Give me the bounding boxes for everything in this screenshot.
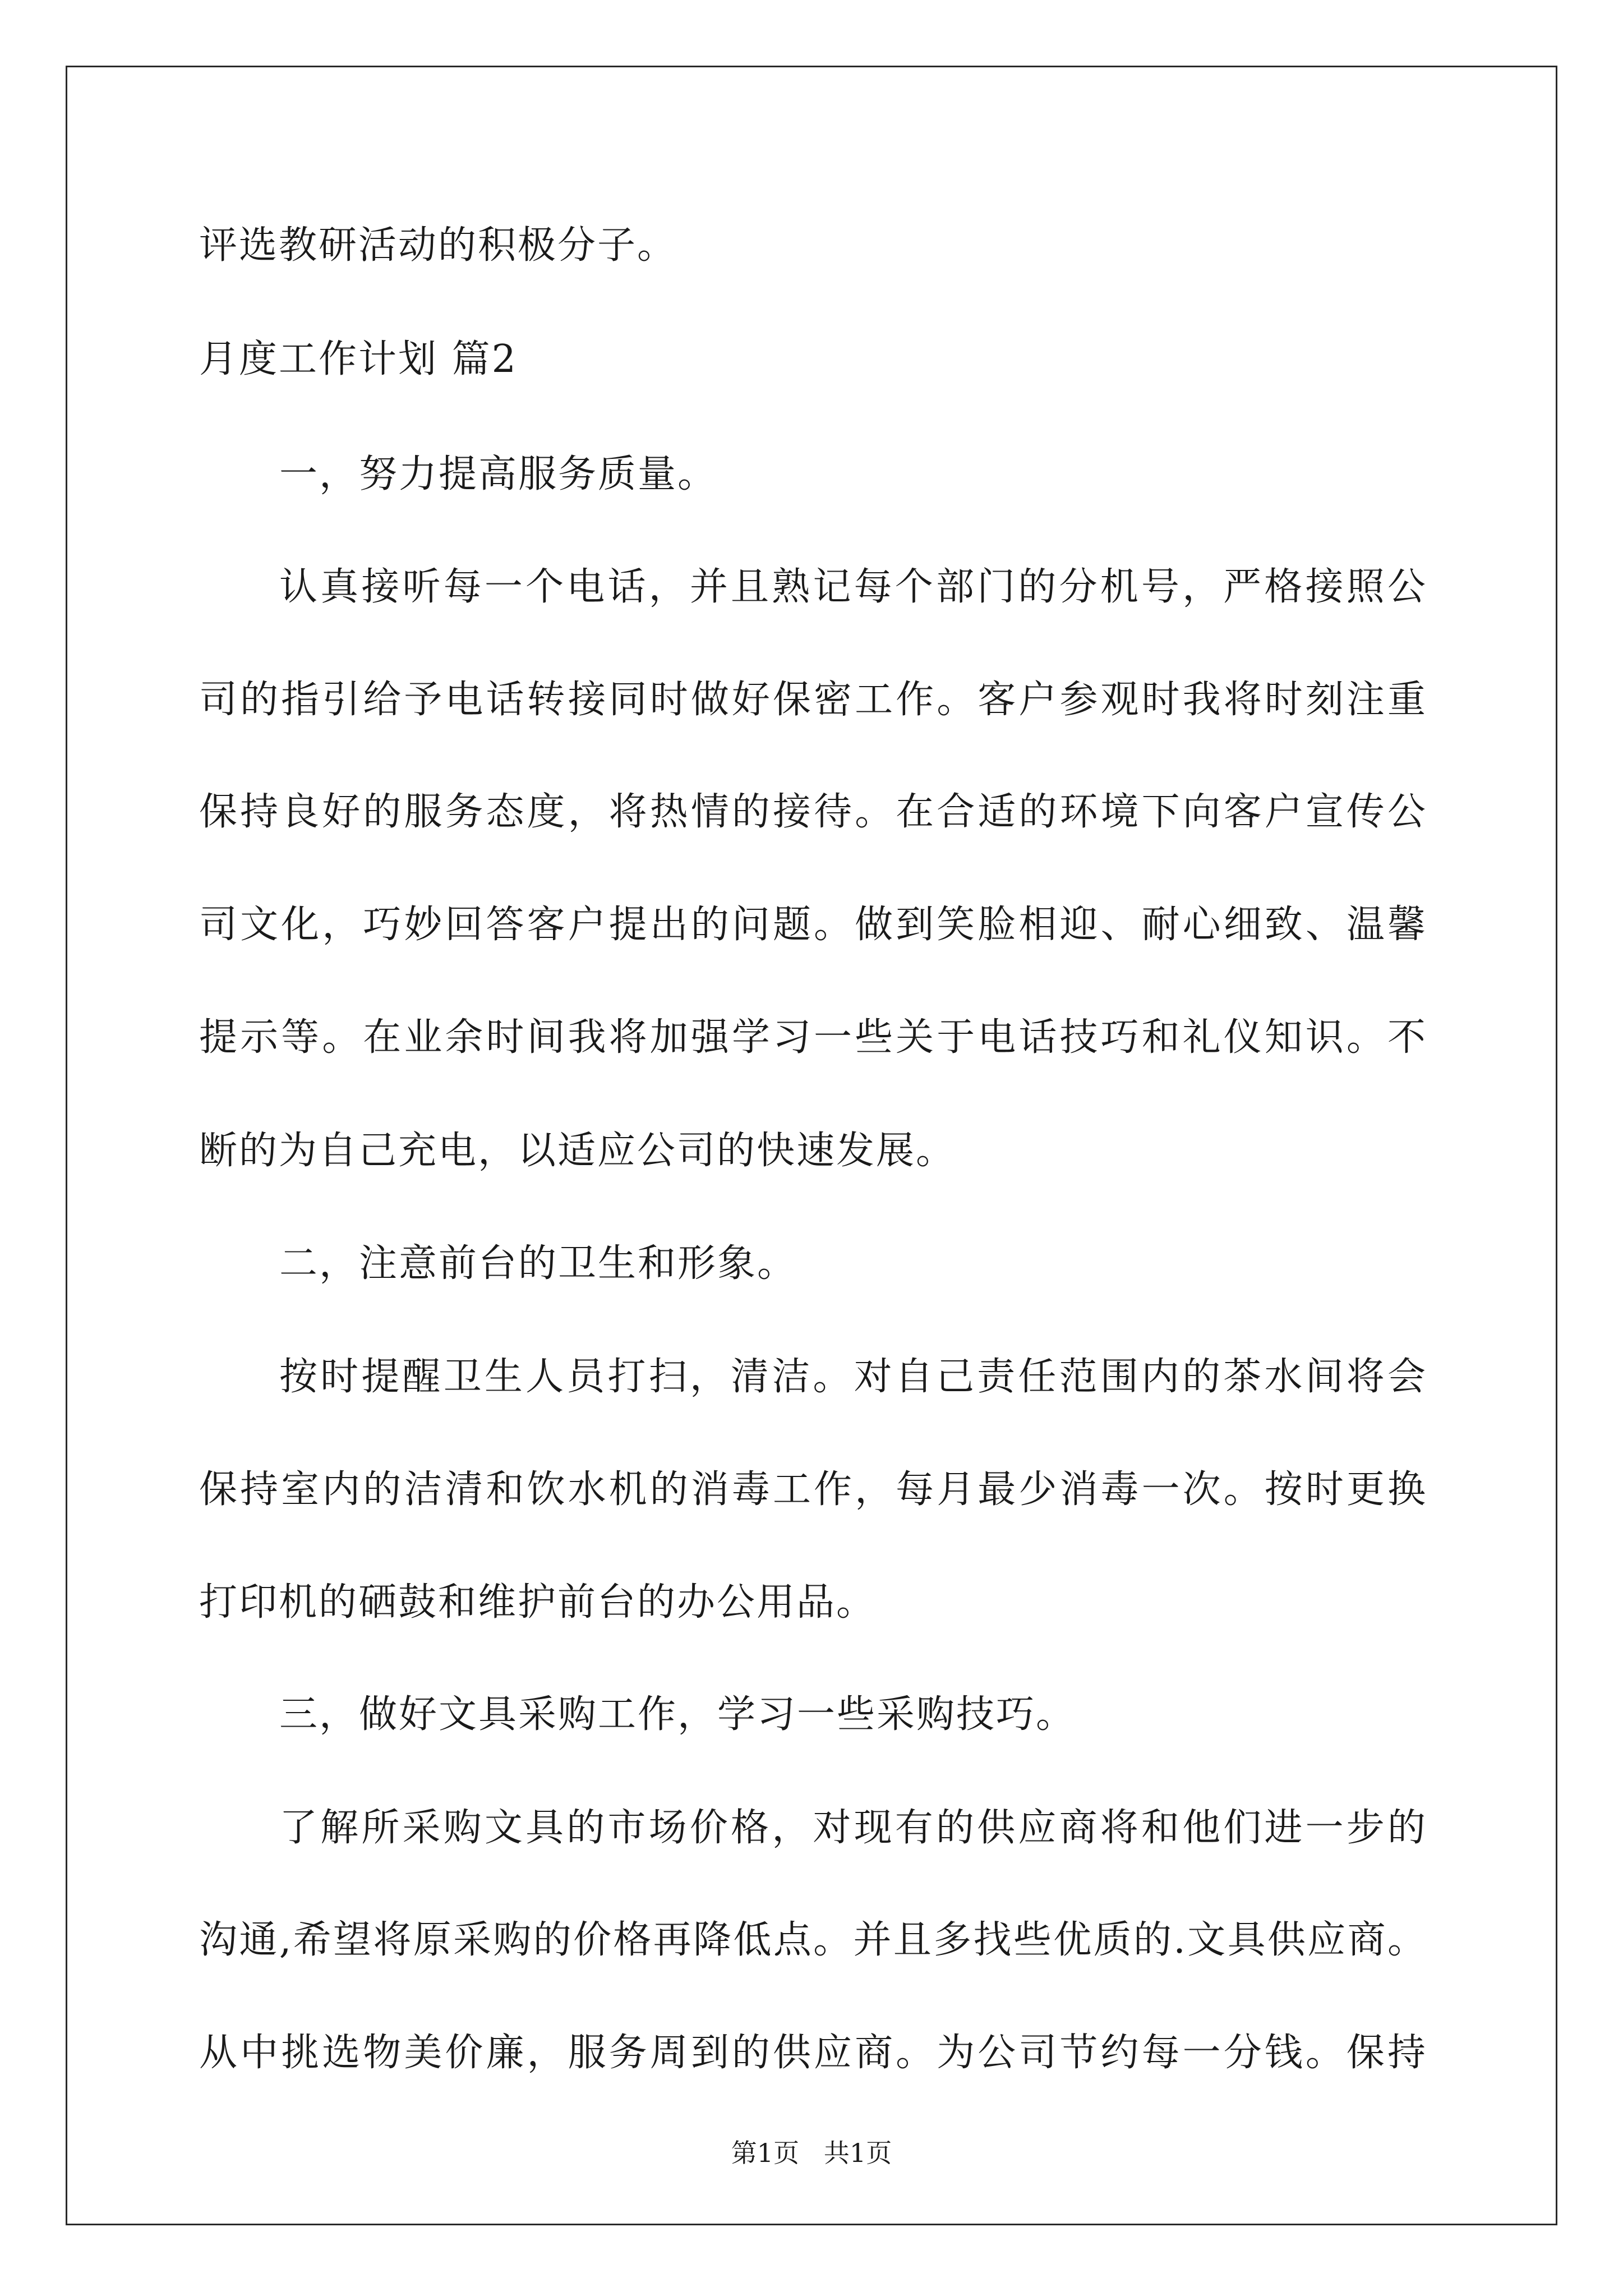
section-heading: 月度工作计划 篇2 xyxy=(199,337,518,381)
paragraph-line: 按时提醒卫生人员打扫，清洁。对自己责任范围内的茶水间将会 xyxy=(279,1355,1427,1399)
paragraph-line: 司文化，巧妙回答客户提出的问题。做到笑脸相迎、耐心细致、温馨 xyxy=(199,903,1427,947)
subheading: 二，注意前台的卫生和形象。 xyxy=(279,1241,797,1286)
page-footer: 第1页 共1页 xyxy=(731,2138,892,2168)
subheading: 三，做好文具采购工作，学习一些采购技巧。 xyxy=(279,1692,1076,1737)
paragraph-line: 打印机的硒鼓和维护前台的办公用品。 xyxy=(199,1580,877,1625)
paragraph-line: 保持良好的服务态度，将热情的接待。在合适的环境下向客户宣传公 xyxy=(199,790,1427,834)
paragraph-line: 评选教研活动的积极分子。 xyxy=(199,223,677,268)
paragraph-line: 司的指引给予电话转接同时做好保密工作。客户参观时我将时刻注重 xyxy=(199,678,1427,722)
subheading: 一，努力提高服务质量。 xyxy=(279,452,718,496)
paragraph-line: 从中挑选物美价廉，服务周到的供应商。为公司节约每一分钱。保持 xyxy=(199,2031,1427,2075)
paragraph-line: 断的为自己充电，以适应公司的快速发展。 xyxy=(199,1129,956,1173)
paragraph-line: 认真接听每一个电话，并且熟记每个部门的分机号，严格接照公 xyxy=(279,565,1427,609)
paragraph-line: 沟通,希望将原采购的价格再降低点。并且多找些优质的.文具供应商。 xyxy=(199,1918,1427,1962)
paragraph-line: 保持室内的洁清和饮水机的消毒工作，每月最少消毒一次。按时更换 xyxy=(199,1467,1427,1512)
paragraph-line: 了解所采购文具的市场价格，对现有的供应商将和他们进一步的 xyxy=(279,1806,1427,1850)
paragraph-line: 提示等。在业余时间我将加强学习一些关于电话技巧和礼仪知识。不 xyxy=(199,1015,1427,1060)
